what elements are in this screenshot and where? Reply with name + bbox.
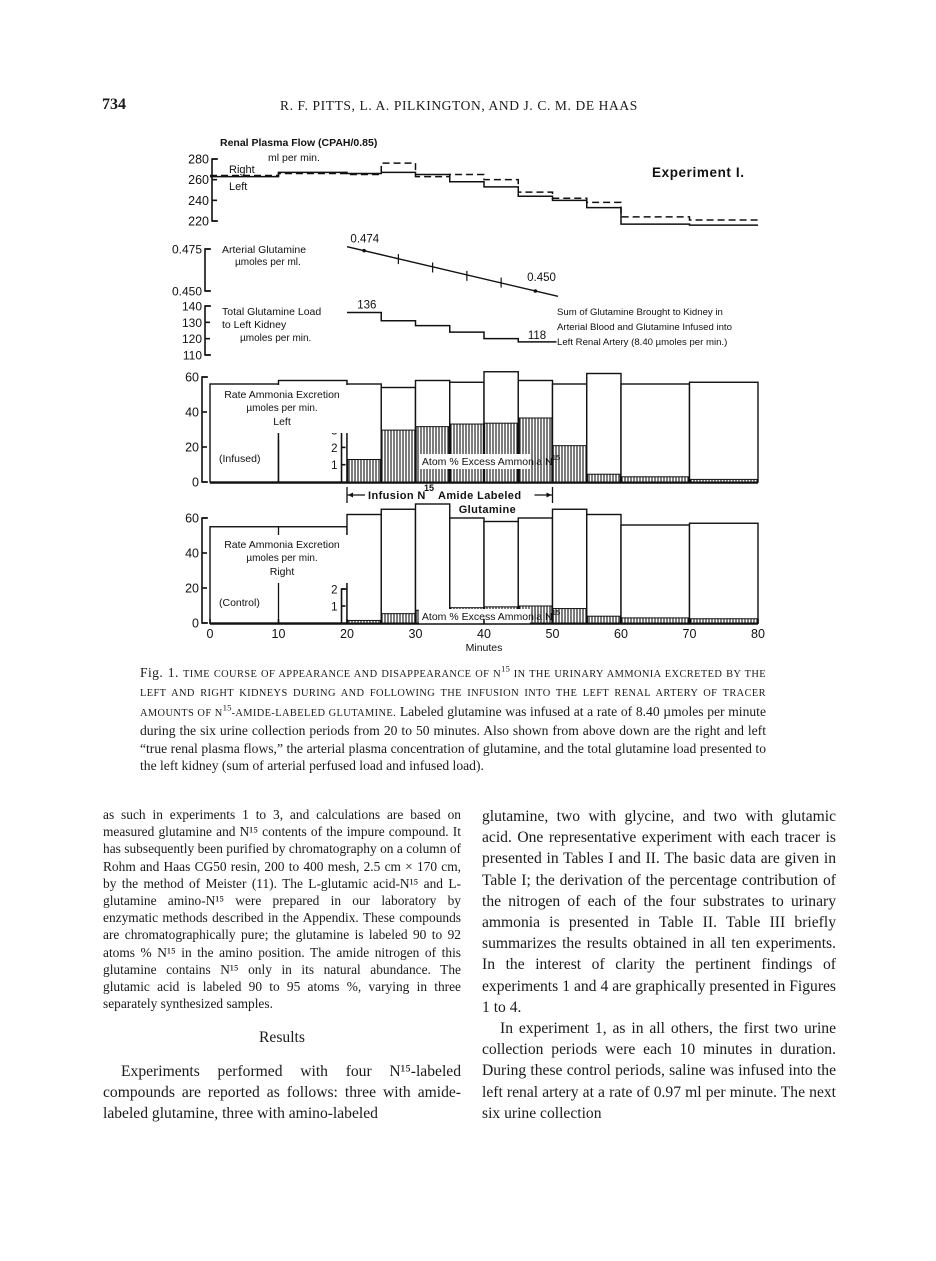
load-title-1: Total Glutamine Load bbox=[222, 306, 322, 318]
left-side-label: Left bbox=[273, 416, 291, 428]
right-condition-label: (Control) bbox=[219, 597, 260, 609]
rpf-title: Renal Plasma Flow (CPAH/0.85) bbox=[220, 137, 378, 149]
x-axis-tick-label: 50 bbox=[545, 627, 560, 641]
right-rate-bar bbox=[381, 509, 415, 623]
right-rate-bar bbox=[553, 509, 587, 623]
left-atom-bar bbox=[587, 474, 620, 482]
caption-title-2: IN THE URINARY AMMONIA EXCRETED BY THE LEFT AND RIGHT KIDNEYS DURING AND FOLLOWING THE INFUSION INTO THE LEFT RENAL ARTERY OF TRACER AMOUNTS OF N bbox=[140, 669, 766, 719]
x-axis-tick-label: 70 bbox=[682, 627, 697, 641]
infusion-label: Infusion N bbox=[368, 490, 426, 502]
caption-body: Labeled glutamine was infused at a rate of 8.40 µmoles per minute during the six urine collection periods from 20 to 50 minutes. Also shown from above down are the right and left “true renal plasma flows,” the arterial plasma concentration of glutamine, and the total glutamine load presented to the left kidney (sum of arterial perfused load and infused load). bbox=[140, 703, 766, 774]
rpf-legend-right: Right bbox=[229, 164, 255, 176]
load-note-line: Sum of Glutamine Brought to Kidney in bbox=[557, 307, 723, 318]
left-atom-bar bbox=[485, 423, 518, 482]
left-subtitle: µmoles per min. bbox=[246, 403, 318, 414]
load-title-2: to Left Kidney bbox=[222, 319, 287, 331]
right-y-axis-tick-label: 20 bbox=[185, 581, 199, 596]
right-atom-bar bbox=[690, 619, 757, 623]
infusion-label-suffix: Amide Labeled bbox=[438, 490, 522, 502]
load-note-line: Arterial Blood and Glutamine Infused into bbox=[557, 322, 732, 333]
x-axis-tick-label: 80 bbox=[751, 627, 765, 641]
load-ylabel: µmoles per min. bbox=[240, 333, 312, 344]
glut-y-axis-tick-label: 0.475 bbox=[171, 242, 202, 257]
right-atom-bar bbox=[622, 618, 689, 623]
figure-caption bbox=[140, 664, 766, 774]
right-inner-tick-label: 2 bbox=[331, 584, 338, 597]
right-y-axis-tick-label: 40 bbox=[185, 546, 199, 561]
x-axis-tick-label: 20 bbox=[340, 627, 354, 641]
left-inner-tick-label: 2 bbox=[331, 442, 338, 455]
load-note-line: Left Renal Artery (8.40 µmoles per min.) bbox=[557, 337, 728, 348]
left-rate-bar bbox=[621, 384, 690, 482]
glut-y-axis-tick-label: 0.450 bbox=[171, 284, 202, 299]
right-atom-bar bbox=[348, 620, 381, 623]
right-inner-label: Atom % Excess Ammonia N bbox=[421, 611, 553, 623]
left-title: Rate Ammonia Excretion bbox=[224, 389, 340, 401]
experiment-label: Experiment I. bbox=[652, 165, 745, 180]
caption-title-1: TIME COURSE OF APPEARANCE AND DISAPPEARANCE OF N bbox=[183, 669, 502, 680]
infusion-arrowhead-left bbox=[348, 493, 353, 498]
right-rate-bar bbox=[690, 523, 759, 623]
left-y-axis-tick-label: 0 bbox=[192, 475, 199, 490]
left-y-axis-tick-label: 20 bbox=[185, 440, 199, 455]
renal-plasma-flow-panel bbox=[188, 137, 758, 229]
glut-y-axis-line bbox=[205, 249, 211, 291]
left-condition-label: (Infused) bbox=[219, 453, 261, 465]
left-inner-label: Atom % Excess Ammonia N bbox=[421, 456, 553, 468]
load-y-axis-tick-label: 120 bbox=[181, 332, 202, 347]
load-series bbox=[347, 313, 557, 342]
right-rate-bar bbox=[587, 515, 621, 624]
load-y-axis-tick-label: 110 bbox=[182, 348, 202, 363]
right-paragraph-1: glutamine, two with glycine, and two with glutamic acid. One representative experiment with each tracer is presented in Tables I and II. The basic data are given in Table I; the derivation of the percentage contribution of the nitrogen of each of the four substrates to urinary ammonia is presented in Table II. Table III briefly summarizes the results obtained in all ten experiments. In the interest of clarity the pertinent findings of experiments 1 and 4 are graphically presented in Figures 1 to 4. bbox=[482, 808, 836, 1016]
x-axis-tick-label: 40 bbox=[477, 627, 491, 641]
right-rate-bar bbox=[416, 504, 450, 623]
left-atom-bar bbox=[690, 479, 757, 482]
rpf-y-axis-tick-label: 220 bbox=[188, 214, 209, 229]
left-inner-label-sup: 15 bbox=[551, 453, 561, 462]
left-atom-bar bbox=[348, 460, 381, 482]
load-annotation-end: 118 bbox=[527, 329, 547, 342]
glut-annotation-end: 0.450 bbox=[527, 272, 556, 284]
left-atom-bar bbox=[382, 430, 415, 482]
right-title: Rate Ammonia Excretion bbox=[224, 539, 340, 551]
glut-annotation-start: 0.474 bbox=[350, 233, 380, 246]
caption-sup-1: 15 bbox=[501, 663, 510, 674]
load-y-axis-line bbox=[205, 306, 211, 355]
infusion-label-sup: 15 bbox=[424, 483, 435, 493]
left-inner-tick-label: 1 bbox=[331, 460, 338, 473]
infusion-label-line2: Glutamine bbox=[458, 504, 517, 516]
x-axis-tick-label: 10 bbox=[271, 627, 286, 641]
right-side-label: Right bbox=[269, 566, 295, 578]
left-y-axis-tick-label: 40 bbox=[185, 405, 199, 420]
ammonia-right-panel bbox=[185, 504, 765, 654]
left-paragraph: as such in experiments 1 to 3, and calculations are based on measured glutamine and N¹⁵ contents of the impure compound. It has subsequently been purified by chromatography on a column of Rohm and Haas CG50 resin, 200 to 400 mesh, 2.5 cm × 170 cm, by the method of Meister (11). The L-glutamic acid-N¹⁵ and L-glutamine amino-N¹⁵ were prepared in our laboratory by enzymatic methods described in the Appendix. These compounds are chromatographically pure; the glutamine is labeled 90 to 92 atoms % N¹⁵ in the amino position. The amide nitrogen of this glutamine contains N¹⁵ only in its natural abundance. The glutamic acid is labeled 90 to 95 atoms %, varying in three separately synthesized samples. bbox=[103, 807, 461, 1012]
results-heading: Results bbox=[259, 1029, 305, 1047]
arterial-glutamine-panel bbox=[172, 234, 558, 299]
left-atom-bar bbox=[553, 446, 586, 482]
right-inner-tick-label: 1 bbox=[331, 601, 338, 614]
load-y-axis-tick-label: 140 bbox=[181, 299, 202, 314]
x-axis-tick-label: 30 bbox=[408, 627, 423, 641]
left-atom-bar bbox=[622, 477, 689, 482]
ammonia-left-panel bbox=[185, 371, 758, 490]
right-atom-bar bbox=[382, 614, 415, 623]
caption-sup-2: 15 bbox=[222, 702, 232, 713]
x-axis-tick-label: 60 bbox=[614, 627, 628, 641]
rpf-legend-left: Left bbox=[229, 181, 248, 193]
glutamine-load-panel bbox=[182, 300, 732, 363]
right-subtitle: µmoles per min. bbox=[246, 553, 318, 564]
x-axis-label: Minutes bbox=[465, 642, 503, 654]
left-column bbox=[103, 806, 461, 1124]
left-y-axis-tick-label: 60 bbox=[185, 370, 199, 385]
glut-ylabel: µmoles per ml. bbox=[235, 257, 301, 268]
rpf-y-axis-tick-label: 260 bbox=[188, 173, 209, 188]
rpf-y-axis-line bbox=[212, 159, 218, 221]
left-y-axis-line bbox=[202, 377, 208, 482]
load-annotation-start: 136 bbox=[357, 299, 377, 312]
glut-point bbox=[534, 289, 538, 293]
right-paragraph-2: In experiment 1, as in all others, the first two urine collection periods were each 10 minutes in duration. During these control periods, saline was infused into the left renal artery at a rate of 0.97 ml per minute. The next six urine collection bbox=[482, 1020, 836, 1122]
infusion-arrowhead-right bbox=[547, 493, 552, 498]
results-paragraph: Experiments performed with four N¹⁵-labeled compounds are reported as follows: three with amide-labeled glutamine, three with amino-labeled bbox=[103, 1062, 461, 1123]
rpf-y-axis-tick-label: 240 bbox=[188, 193, 209, 208]
right-atom-bar bbox=[587, 616, 620, 623]
right-y-axis-tick-label: 0 bbox=[192, 616, 199, 631]
right-inner-label-sup: 15 bbox=[551, 608, 561, 617]
right-rate-bar bbox=[347, 515, 381, 624]
load-y-axis-tick-label: 130 bbox=[181, 315, 202, 330]
rpf-y-axis-tick-label: 280 bbox=[188, 152, 209, 167]
left-atom-bar bbox=[519, 418, 552, 482]
right-y-axis-tick-label: 60 bbox=[185, 511, 199, 526]
page-number: 734 bbox=[102, 96, 126, 113]
left-rate-bar bbox=[690, 382, 759, 482]
right-column bbox=[482, 806, 836, 1124]
left-rate-bar bbox=[587, 374, 621, 483]
running-head: R. F. PITTS, L. A. PILKINGTON, AND J. C. M. DE HAAS bbox=[280, 98, 638, 113]
caption-title-3: -AMIDE-LABELED GLUTAMINE. bbox=[231, 707, 397, 719]
glut-point bbox=[362, 249, 366, 253]
right-y-axis-line bbox=[202, 518, 208, 623]
caption-fig-label: Fig. 1. bbox=[140, 665, 179, 680]
rpf-ylabel: ml per min. bbox=[268, 152, 320, 164]
x-axis-tick-label: 0 bbox=[206, 627, 214, 641]
right-rate-bar bbox=[621, 525, 690, 623]
glut-title: Arterial Glutamine bbox=[222, 244, 307, 256]
left-atom-bar bbox=[450, 424, 483, 482]
